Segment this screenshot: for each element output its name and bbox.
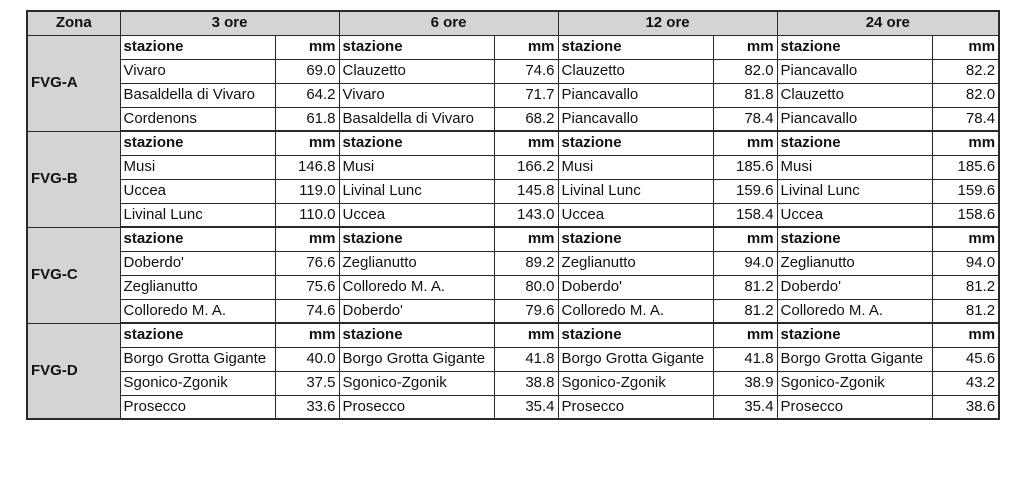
rainfall-mm-cell: 45.6 [932,347,999,371]
zone-subheader-row [27,227,999,251]
station-name-cell: Uccea [777,203,932,227]
station-column-label: stazione [777,35,932,59]
station-name-cell: Doberdo' [120,251,275,275]
station-name-cell: Sgonico-Zgonik [339,371,494,395]
table-row [27,275,999,299]
station-name-cell: Musi [777,155,932,179]
zone-subheader-row [27,35,999,59]
station-column-label: stazione [558,323,713,347]
station-name-cell: Uccea [339,203,494,227]
table-row [27,179,999,203]
station-name-cell: Zeglianutto [120,275,275,299]
rainfall-mm-cell: 81.2 [713,275,777,299]
station-name-cell: Zeglianutto [558,251,713,275]
station-name-cell: Sgonico-Zgonik [120,371,275,395]
rainfall-mm-cell: 166.2 [494,155,558,179]
rainfall-mm-cell: 82.2 [932,59,999,83]
zone-label: FVG-C [27,227,120,323]
station-name-cell: Zeglianutto [777,251,932,275]
rainfall-mm-cell: 158.4 [713,203,777,227]
header-duration: 6 ore [339,11,558,35]
rainfall-mm-cell: 37.5 [275,371,339,395]
station-name-cell: Piancavallo [777,59,932,83]
station-name-cell: Uccea [120,179,275,203]
rainfall-mm-cell: 38.6 [932,395,999,419]
station-name-cell: Doberdo' [777,275,932,299]
mm-column-label: mm [494,227,558,251]
station-name-cell: Livinal Lunc [339,179,494,203]
header-duration: 3 ore [120,11,339,35]
station-name-cell: Piancavallo [558,83,713,107]
station-name-cell: Prosecco [339,395,494,419]
station-name-cell: Livinal Lunc [777,179,932,203]
station-column-label: stazione [558,131,713,155]
mm-column-label: mm [713,131,777,155]
station-name-cell: Clauzetto [558,59,713,83]
mm-column-label: mm [275,131,339,155]
table-row [27,347,999,371]
rainfall-mm-cell: 41.8 [713,347,777,371]
mm-column-label: mm [275,227,339,251]
station-name-cell: Doberdo' [339,299,494,323]
station-name-cell: Borgo Grotta Gigante [120,347,275,371]
rainfall-mm-cell: 146.8 [275,155,339,179]
station-name-cell: Colloredo M. A. [120,299,275,323]
table-row [27,155,999,179]
station-name-cell: Musi [120,155,275,179]
rainfall-mm-cell: 185.6 [932,155,999,179]
station-name-cell: Doberdo' [558,275,713,299]
mm-column-label: mm [275,323,339,347]
zone-subheader-row [27,131,999,155]
station-name-cell: Cordenons [120,107,275,131]
station-name-cell: Colloredo M. A. [339,275,494,299]
station-name-cell: Colloredo M. A. [558,299,713,323]
zone-label: FVG-A [27,35,120,131]
rainfall-mm-cell: 69.0 [275,59,339,83]
station-name-cell: Prosecco [777,395,932,419]
station-name-cell: Piancavallo [558,107,713,131]
rainfall-mm-cell: 185.6 [713,155,777,179]
rainfall-mm-cell: 40.0 [275,347,339,371]
station-column-label: stazione [339,131,494,155]
station-name-cell: Sgonico-Zgonik [777,371,932,395]
station-column-label: stazione [120,227,275,251]
station-name-cell: Basaldella di Vivaro [120,83,275,107]
station-name-cell: Vivaro [339,83,494,107]
mm-column-label: mm [713,227,777,251]
station-column-label: stazione [120,323,275,347]
rainfall-mm-cell: 78.4 [932,107,999,131]
station-name-cell: Prosecco [558,395,713,419]
rainfall-mm-cell: 35.4 [713,395,777,419]
station-name-cell: Colloredo M. A. [777,299,932,323]
mm-column-label: mm [932,323,999,347]
station-name-cell: Borgo Grotta Gigante [777,347,932,371]
zone-subheader-row [27,323,999,347]
rainfall-mm-cell: 35.4 [494,395,558,419]
rainfall-mm-cell: 38.8 [494,371,558,395]
station-name-cell: Clauzetto [777,83,932,107]
rainfall-mm-cell: 61.8 [275,107,339,131]
mm-column-label: mm [494,35,558,59]
table-row [27,107,999,131]
rainfall-mm-cell: 71.7 [494,83,558,107]
station-name-cell: Musi [558,155,713,179]
rainfall-mm-cell: 79.6 [494,299,558,323]
station-name-cell: Basaldella di Vivaro [339,107,494,131]
station-name-cell: Borgo Grotta Gigante [339,347,494,371]
rainfall-mm-cell: 68.2 [494,107,558,131]
station-column-label: stazione [339,227,494,251]
station-name-cell: Clauzetto [339,59,494,83]
rainfall-mm-cell: 38.9 [713,371,777,395]
header-duration: 12 ore [558,11,777,35]
rainfall-mm-cell: 143.0 [494,203,558,227]
mm-column-label: mm [275,35,339,59]
zone-label: FVG-B [27,131,120,227]
station-name-cell: Borgo Grotta Gigante [558,347,713,371]
table-row [27,395,999,419]
table-row [27,203,999,227]
rainfall-mm-cell: 78.4 [713,107,777,131]
station-name-cell: Piancavallo [777,107,932,131]
station-name-cell: Vivaro [120,59,275,83]
station-column-label: stazione [777,323,932,347]
rainfall-mm-cell: 81.8 [713,83,777,107]
header-duration: 24 ore [777,11,999,35]
rainfall-mm-cell: 75.6 [275,275,339,299]
mm-column-label: mm [713,323,777,347]
rainfall-mm-cell: 119.0 [275,179,339,203]
rainfall-mm-cell: 81.2 [713,299,777,323]
rainfall-mm-cell: 76.6 [275,251,339,275]
station-name-cell: Livinal Lunc [120,203,275,227]
rainfall-mm-cell: 81.2 [932,299,999,323]
rainfall-mm-cell: 33.6 [275,395,339,419]
rainfall-mm-cell: 145.8 [494,179,558,203]
station-name-cell: Prosecco [120,395,275,419]
table-row [27,59,999,83]
table-row [27,371,999,395]
rainfall-mm-cell: 41.8 [494,347,558,371]
station-column-label: stazione [558,35,713,59]
station-name-cell: Musi [339,155,494,179]
rainfall-mm-cell: 80.0 [494,275,558,299]
rainfall-mm-cell: 89.2 [494,251,558,275]
rainfall-mm-cell: 110.0 [275,203,339,227]
station-column-label: stazione [120,35,275,59]
rainfall-mm-cell: 81.2 [932,275,999,299]
rainfall-mm-cell: 82.0 [713,59,777,83]
station-column-label: stazione [339,323,494,347]
mm-column-label: mm [932,35,999,59]
rainfall-mm-cell: 94.0 [932,251,999,275]
rainfall-mm-cell: 159.6 [713,179,777,203]
header-zona: Zona [27,11,120,35]
rainfall-mm-cell: 64.2 [275,83,339,107]
zone-label: FVG-D [27,323,120,419]
mm-column-label: mm [494,131,558,155]
rainfall-mm-cell: 74.6 [494,59,558,83]
rainfall-mm-cell: 43.2 [932,371,999,395]
header-row [27,11,999,35]
rainfall-mm-cell: 82.0 [932,83,999,107]
table-row [27,251,999,275]
rainfall-mm-cell: 74.6 [275,299,339,323]
table-body [27,35,999,419]
rainfall-table-container [26,10,998,420]
mm-column-label: mm [494,323,558,347]
station-column-label: stazione [777,131,932,155]
rainfall-mm-cell: 158.6 [932,203,999,227]
station-name-cell: Uccea [558,203,713,227]
rainfall-mm-cell: 94.0 [713,251,777,275]
station-name-cell: Livinal Lunc [558,179,713,203]
station-name-cell: Zeglianutto [339,251,494,275]
station-column-label: stazione [558,227,713,251]
station-column-label: stazione [120,131,275,155]
mm-column-label: mm [932,131,999,155]
mm-column-label: mm [713,35,777,59]
table-row [27,299,999,323]
mm-column-label: mm [932,227,999,251]
station-column-label: stazione [339,35,494,59]
station-column-label: stazione [777,227,932,251]
rainfall-table [26,10,1000,420]
rainfall-mm-cell: 159.6 [932,179,999,203]
table-row [27,83,999,107]
station-name-cell: Sgonico-Zgonik [558,371,713,395]
